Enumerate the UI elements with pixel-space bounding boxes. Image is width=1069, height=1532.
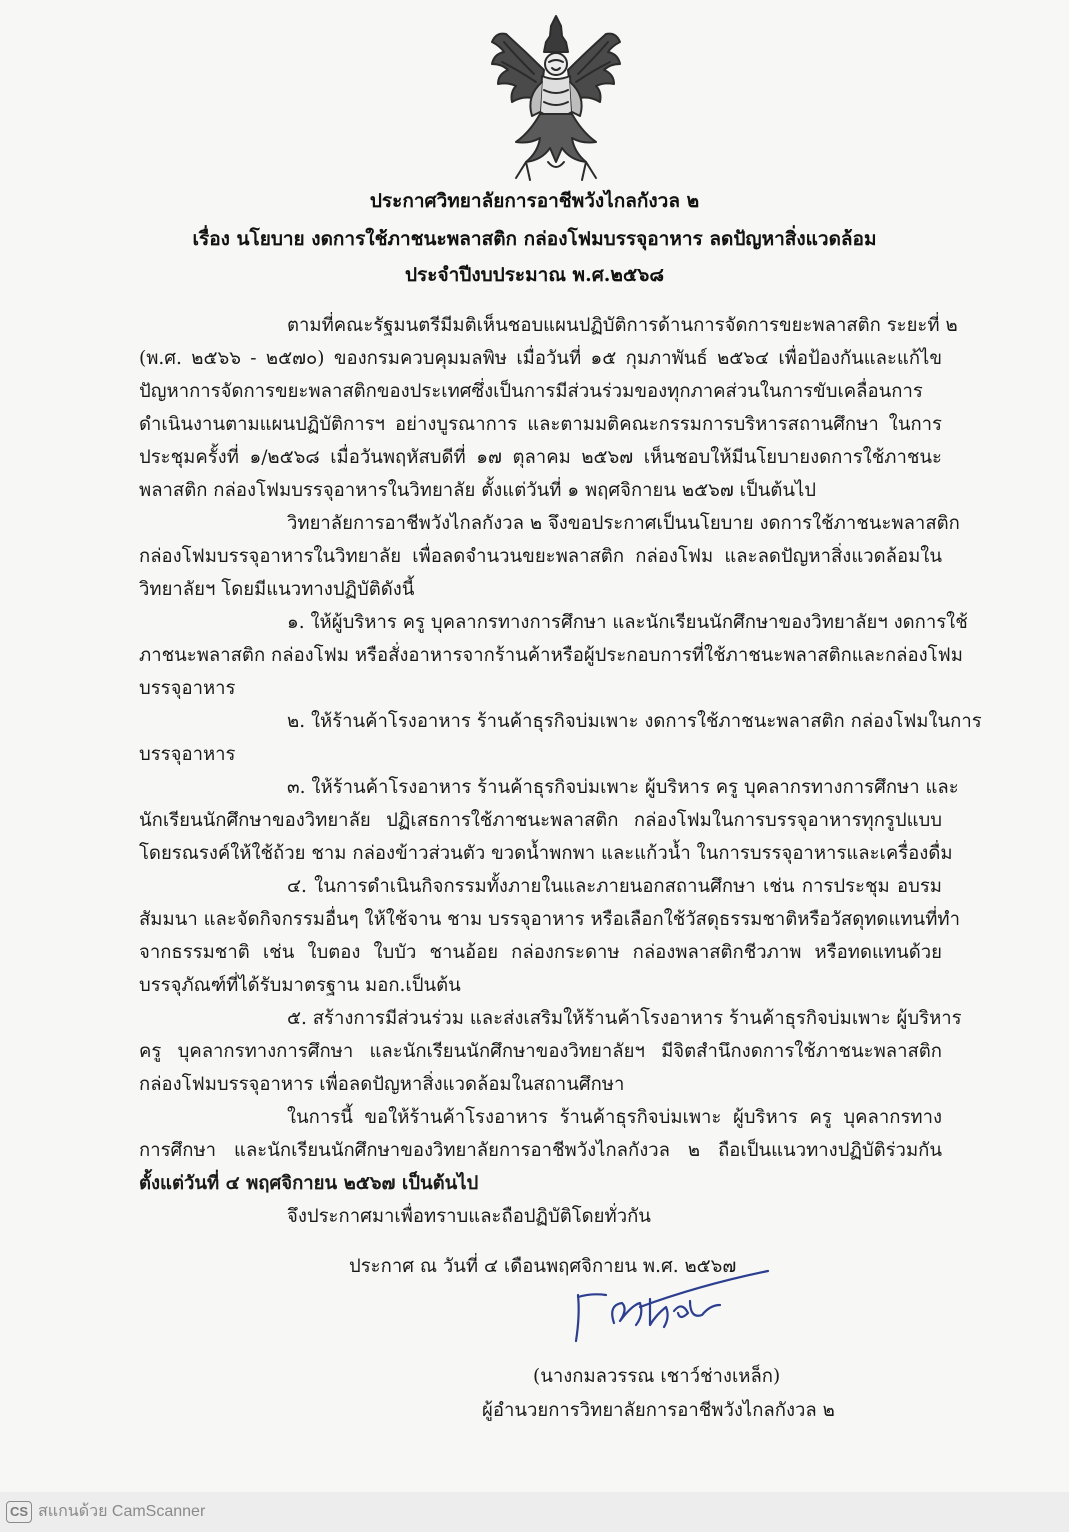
list-item-line: ๔. ในการดำเนินกิจกรรมทั้งภายในและภายนอกสถานศึกษา เช่น การประชุม อบรม — [287, 876, 942, 897]
paragraph-line: การศึกษา และนักเรียนนักศึกษาของวิทยาลัยการอาชีพวังไกลกังวล ๒ ถือเป็นแนวทางปฏิบัติร่วมกัน — [139, 1140, 942, 1161]
camscanner-watermark-text: สแกนด้วย CamScanner — [38, 1503, 206, 1520]
list-item-line: บรรจุอาหาร — [139, 678, 236, 699]
title-line-2: เรื่อง นโยบาย งดการใช้ภาชนะพลาสติก กล่องโฟมบรรจุอาหาร ลดปัญหาสิ่งแวดล้อม — [192, 228, 877, 250]
paragraph-line: พลาสติก กล่องโฟมบรรจุอาหารในวิทยาลัย ตั้งแต่วันที่ ๑ พฤศจิกายน ๒๕๖๗ เป็นต้นไป — [139, 480, 817, 501]
paragraph-line: ในการนี้ ขอให้ร้านค้าโรงอาหาร ร้านค้าธุรกิจบ่มเพาะ ผู้บริหาร ครู บุคลากรทาง — [287, 1107, 942, 1128]
list-item-line: ๓. ให้ร้านค้าโรงอาหาร ร้านค้าธุรกิจบ่มเพาะ ผู้บริหาร ครู บุคลากรทางการศึกษา และ — [287, 777, 959, 798]
paragraph-line: กล่องโฟมบรรจุอาหารในวิทยาลัย เพื่อลดจำนวนขยะพลาสติก กล่องโฟม และลดปัญหาสิ่งแวดล้อมใน — [139, 546, 942, 567]
list-item-line: บรรจุอาหาร — [139, 744, 236, 765]
signatory-name: (นางกมลวรรณ เชาว์ช่างเหล็ก) — [533, 1366, 781, 1387]
list-item-line: สัมมนา และจัดกิจกรรมอื่นๆ ให้ใช้จาน ชาม บรรจุอาหาร หรือเลือกใช้วัสดุธรรมชาติหรือวัสดุทดแทนที่ทำ — [139, 909, 960, 930]
effective-date-line: ตั้งแต่วันที่ ๔ พฤศจิกายน ๒๕๖๗ เป็นต้นไป — [139, 1173, 479, 1194]
list-item-line: นักเรียนนักศึกษาของวิทยาลัย ปฏิเสธการใช้ภาชนะพลาสติก กล่องโฟมในการบรรจุอาหารทุกรูปแบบ — [139, 810, 942, 831]
signatory-position: ผู้อำนวยการวิทยาลัยการอาชีพวังไกลกังวล ๒ — [482, 1400, 835, 1421]
garuda-emblem-icon — [486, 12, 626, 184]
list-item-line: ๕. สร้างการมีส่วนร่วม และส่งเสริมให้ร้านค้าโรงอาหาร ร้านค้าธุรกิจบ่มเพาะ ผู้บริหาร — [287, 1008, 962, 1029]
paragraph-line: ตามที่คณะรัฐมนตรีมีมติเห็นชอบแผนปฏิบัติการด้านการจัดการขยะพลาสติก ระยะที่ ๒ — [287, 315, 958, 336]
title-line-3: ประจำปีงบประมาณ พ.ศ.๒๕๖๘ — [404, 264, 664, 286]
announcement-date: ประกาศ ณ วันที่ ๔ เดือนพฤศจิกายน พ.ศ. ๒๕๖๗ — [349, 1256, 737, 1277]
list-item-line: ๑. ให้ผู้บริหาร ครู บุคลากรทางการศึกษา และนักเรียนนักศึกษาของวิทยาลัยฯ งดการใช้ — [287, 612, 968, 633]
list-item-line: โดยรณรงค์ให้ใช้ถ้วย ชาม กล่องข้าวส่วนตัว ขวดน้ำพกพา และแก้วน้ำ ในการบรรจุอาหารและเครื่องดื่ม — [139, 843, 953, 864]
paragraph-line: ดำเนินงานตามแผนปฏิบัติการฯ อย่างบูรณาการ และตามมติคณะกรรมการบริหารสถานศึกษา ในการ — [139, 414, 942, 435]
camscanner-logo-icon: CS — [6, 1501, 32, 1523]
paragraph-line: วิทยาลัยการอาชีพวังไกลกังวล ๒ จึงขอประกาศเป็นนโยบาย งดการใช้ภาชนะพลาสติก — [287, 513, 960, 534]
list-item-line: ภาชนะพลาสติก กล่องโฟม หรือสั่งอาหารจากร้านค้าหรือผู้ประกอบการที่ใช้ภาชนะพลาสติกและกล่องโฟม — [139, 645, 963, 666]
scanner-watermark-bar — [0, 1492, 1069, 1532]
paragraph-line: ปัญหาการจัดการขยะพลาสติกของประเทศซึ่งเป็นการมีส่วนร่วมของทุกภาคส่วนในการขับเคลื่อนการ — [139, 381, 923, 402]
list-item-line: จากธรรมชาติ เช่น ใบตอง ใบบัว ชานอ้อย กล่องกระดาษ กล่องพลาสติกชีวภาพ หรือทดแทนด้วย — [139, 942, 942, 963]
list-item-line: กล่องโฟมบรรจุอาหาร เพื่อลดปัญหาสิ่งแวดล้อมในสถานศึกษา — [139, 1074, 625, 1095]
paragraph-line: วิทยาลัยฯ โดยมีแนวทางปฏิบัติดังนี้ — [139, 579, 415, 600]
list-item-line: ครู บุคลากรทางการศึกษา และนักเรียนนักศึกษาของวิทยาลัยฯ มีจิตสำนึกงดการใช้ภาชนะพลาสติก — [139, 1041, 942, 1062]
list-item-line: ๒. ให้ร้านค้าโรงอาหาร ร้านค้าธุรกิจบ่มเพาะ งดการใช้ภาชนะพลาสติก กล่องโฟมในการ — [287, 711, 982, 732]
paragraph-line: (พ.ศ. ๒๕๖๖ - ๒๕๗๐) ของกรมควบคุมมลพิษ เมื่อวันที่ ๑๕ กุมภาพันธ์ ๒๕๖๔ เพื่อป้องกันและแก้ไข — [139, 348, 942, 369]
signature-image — [570, 1265, 775, 1345]
list-item-line: บรรจุภัณฑ์ที่ได้รับมาตรฐาน มอก.เป็นต้น — [139, 975, 461, 996]
closing-line: จึงประกาศมาเพื่อทราบและถือปฏิบัติโดยทั่วกัน — [287, 1206, 651, 1227]
title-line-1: ประกาศวิทยาลัยการอาชีพวังไกลกังวล ๒ — [369, 190, 700, 212]
paragraph-line: ประชุมครั้งที่ ๑/๒๕๖๘ เมื่อวันพฤหัสบดีที่ ๑๗ ตุลาคม ๒๕๖๗ เห็นชอบให้มีนโยบายงดการใช้ภาชนะ — [139, 447, 942, 468]
